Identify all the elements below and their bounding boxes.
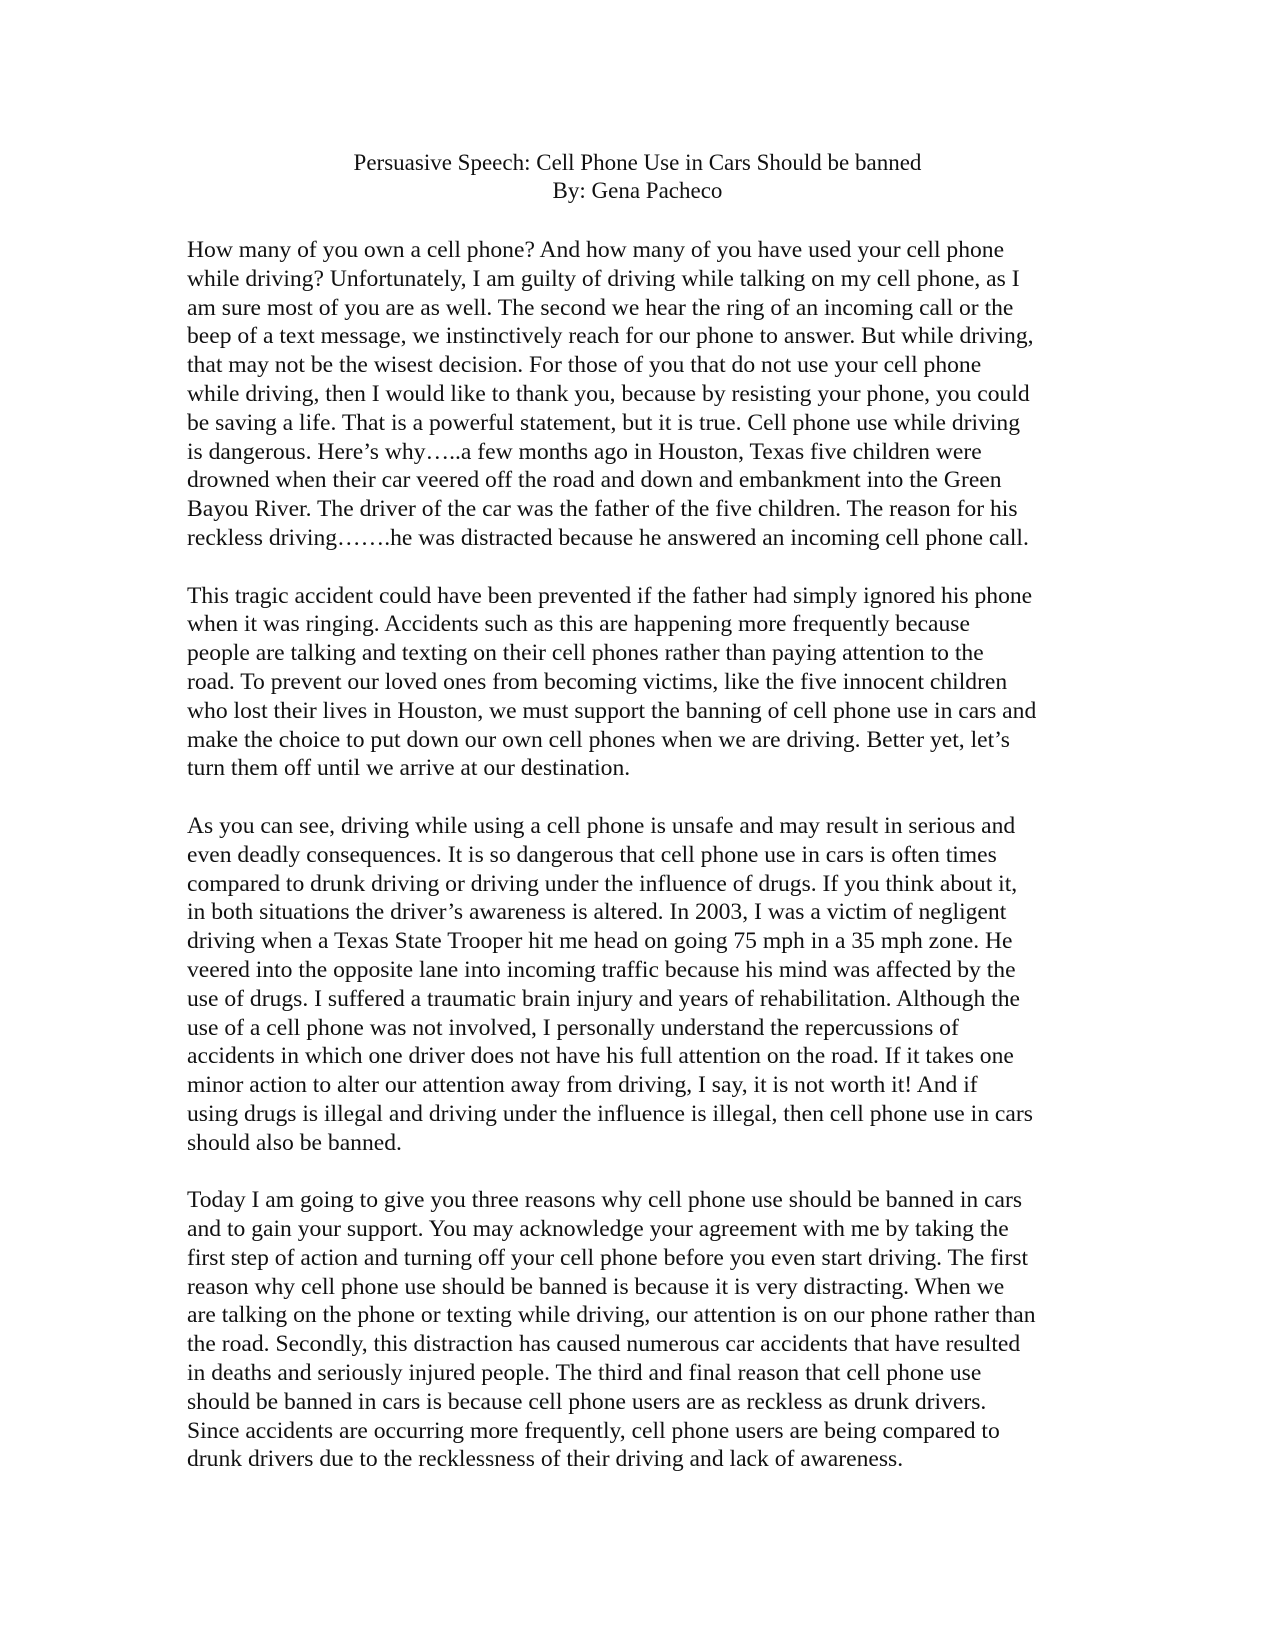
text-line: is dangerous. Here’s why…..a few months ago in Houston, Texas five children were [187, 438, 982, 465]
text-line: should also be banned. [187, 1129, 402, 1156]
text-line: driving when a Texas State Trooper hit me head on going 75 mph in a 35 mph zone. He [187, 928, 1013, 955]
text-line: veered into the opposite lane into incoming traffic because his mind was affected by the [187, 956, 1016, 983]
text-line: while driving? Unfortunately, I am guilty of driving while talking on my cell phone, as I [187, 265, 1020, 292]
text-line: in deaths and seriously injured people. The third and final reason that cell phone use [187, 1360, 982, 1387]
text-line: Since accidents are occurring more frequently, cell phone users are being compared to [187, 1417, 1000, 1444]
document-header [0, 149, 1275, 205]
text-line: Today I am going to give you three reasons why cell phone use should be banned in cars [187, 1187, 1023, 1214]
text-line: even deadly consequences. It is so dangerous that cell phone use in cars is often times [187, 841, 997, 868]
paragraph-2 [187, 582, 1087, 784]
text-line: minor action to alter our attention away from driving, I say, it is not worth it! And if [187, 1072, 978, 1099]
text-line: Bayou River. The driver of the car was the father of the five children. The reason for his [187, 496, 1018, 523]
text-line: turn them off until we arrive at our destination. [187, 755, 631, 782]
document-byline: By: Gena Pacheco [552, 178, 723, 203]
text-line: use of a cell phone was not involved, I personally understand the repercussions of [187, 1014, 959, 1041]
text-line: people are talking and texting on their cell phones rather than paying attention to the [187, 640, 984, 667]
text-line: drowned when their car veered off the road and down and embankment into the Green [187, 467, 1002, 494]
paragraph-3 [187, 812, 1087, 1158]
text-line: reason why cell phone use should be banned is because it is very distracting. When we [187, 1273, 1005, 1300]
text-line: should be banned in cars is because cell phone users are as reckless as drunk drivers. [187, 1388, 987, 1415]
text-line: make the choice to put down our own cell phones when we are driving. Better yet, let’s [187, 726, 1010, 753]
text-line: first step of action and turning off your cell phone before you even start driving. The first [187, 1244, 1029, 1271]
text-line: and to gain your support. You may acknowledge your agreement with me by taking the [187, 1216, 1009, 1243]
text-line: drunk drivers due to the recklessness of their driving and lack of awareness. [187, 1446, 904, 1473]
text-line: that may not be the wisest decision. For those of you that do not use your cell phone [187, 352, 982, 379]
text-line: in both situations the driver’s awareness is altered. In 2003, I was a victim of negligent [187, 899, 1007, 926]
text-line: accidents in which one driver does not have his full attention on the road. If it takes one [187, 1043, 1014, 1070]
text-line: As you can see, driving while using a cell phone is unsafe and may result in serious and [187, 812, 1016, 839]
document-body [187, 236, 1087, 1503]
paragraph-1 [187, 236, 1087, 553]
text-line: be saving a life. That is a powerful statement, but it is true. Cell phone use while driving [187, 409, 1021, 436]
text-line: This tragic accident could have been prevented if the father had simply ignored his phone [187, 582, 1033, 609]
text-line: road. To prevent our loved ones from becoming victims, like the five innocent children [187, 668, 1008, 695]
paragraph-4 [187, 1186, 1087, 1474]
text-line: the road. Secondly, this distraction has caused numerous car accidents that have resulted [187, 1331, 1021, 1358]
text-line: when it was ringing. Accidents such as this are happening more frequently because [187, 611, 970, 638]
text-line: who lost their lives in Houston, we must support the banning of cell phone use in cars and [187, 697, 1037, 724]
text-line: How many of you own a cell phone? And how many of you have used your cell phone [187, 237, 1005, 263]
text-line: while driving, then I would like to thank you, because by resisting your phone, you could [187, 380, 1030, 407]
text-line: using drugs is illegal and driving under the influence is illegal, then cell phone use in cars [187, 1100, 1033, 1127]
text-line: are talking on the phone or texting while driving, our attention is on our phone rather than [187, 1302, 1036, 1329]
text-line: reckless driving…….he was distracted because he answered an incoming cell phone call. [187, 524, 1029, 551]
text-line: compared to drunk driving or driving under the influence of drugs. If you think about it, [187, 870, 1018, 897]
text-line: use of drugs. I suffered a traumatic brain injury and years of rehabilitation. Although the [187, 985, 1020, 1012]
document-title: Persuasive Speech: Cell Phone Use in Cars Should be banned [353, 150, 922, 175]
text-line: beep of a text message, we instinctively reach for our phone to answer. But while driving, [187, 323, 1034, 350]
text-line: am sure most of you are as well. The second we hear the ring of an incoming call or the [187, 294, 1014, 321]
